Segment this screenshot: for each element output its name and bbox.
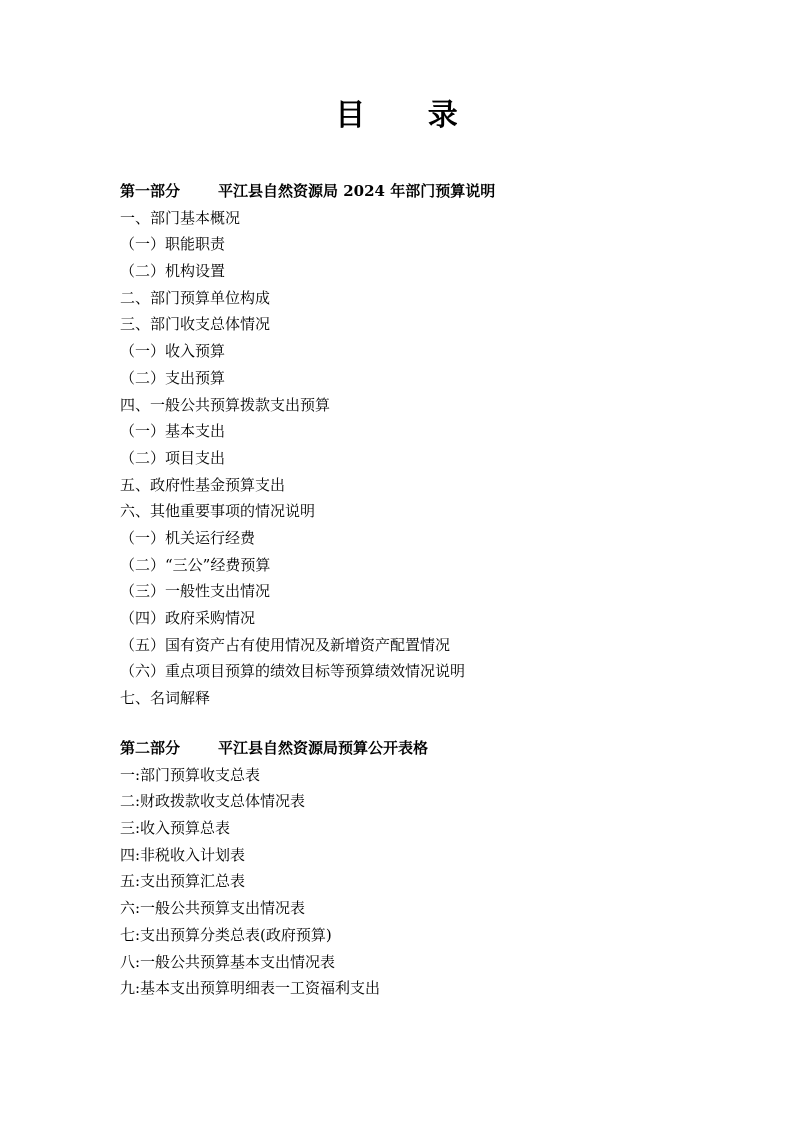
toc-item: 九:基本支出预算明细表一工资福利支出 (120, 979, 381, 998)
part-1-title: 平江县自然资源局 2024 年部门预算说明 (218, 182, 496, 200)
toc-part-2 (120, 735, 760, 1002)
toc-item: 六、其他重要事项的情况说明 (120, 502, 316, 521)
part-1-label: 第一部分 (120, 182, 181, 200)
toc-item: （二）“三公”经费预算 (120, 555, 271, 574)
toc-item: 二、部门预算单位构成 (120, 288, 271, 307)
toc-item: 三:收入预算总表 (120, 819, 231, 838)
toc-item: 二:财政拨款收支总体情况表 (120, 792, 306, 811)
part-2-label: 第二部分 (120, 739, 181, 757)
toc-item: 四:非税收入计划表 (120, 845, 246, 864)
toc-item: 四、一般公共预算拨款支出预算 (120, 395, 331, 414)
toc-part-1 (120, 178, 760, 712)
toc-item: （二）项目支出 (120, 448, 226, 467)
part-1-heading (120, 178, 760, 205)
toc-item: （二）支出预算 (120, 368, 226, 387)
part-2-heading (120, 735, 760, 762)
toc-item: 六:一般公共预算支出情况表 (120, 899, 306, 918)
toc-item: （二）机构设置 (120, 262, 226, 281)
toc-item: 八:一般公共预算基本支出情况表 (120, 952, 336, 971)
toc-item: 七、名词解释 (120, 689, 211, 708)
toc-item: 五、政府性基金预算支出 (120, 475, 286, 494)
toc-item: （一）基本支出 (120, 422, 226, 441)
toc-item: （一）机关运行经费 (120, 528, 256, 547)
toc-item: 一、部门基本概况 (120, 208, 241, 227)
toc-item: （一）职能职责 (120, 235, 226, 254)
toc-item: 七:支出预算分类总表(政府预算) (120, 925, 332, 944)
toc-item: 一:部门预算收支总表 (120, 765, 261, 784)
toc-item: （三）一般性支出情况 (120, 582, 271, 601)
toc-item: （六）重点项目预算的绩效目标等预算绩效情况说明 (120, 662, 466, 681)
toc-item: （四）政府采购情况 (120, 609, 256, 627)
toc-item: 五:支出预算汇总表 (120, 872, 246, 891)
toc-item: 三、部门收支总体情况 (120, 315, 271, 334)
part-2-title: 平江县自然资源局预算公开表格 (218, 739, 429, 757)
toc-item: （一）收入预算 (120, 342, 226, 361)
toc-item: （五）国有资产占有使用情况及新增资产配置情况 (120, 635, 451, 654)
toc-title: 目 录 (335, 98, 484, 133)
